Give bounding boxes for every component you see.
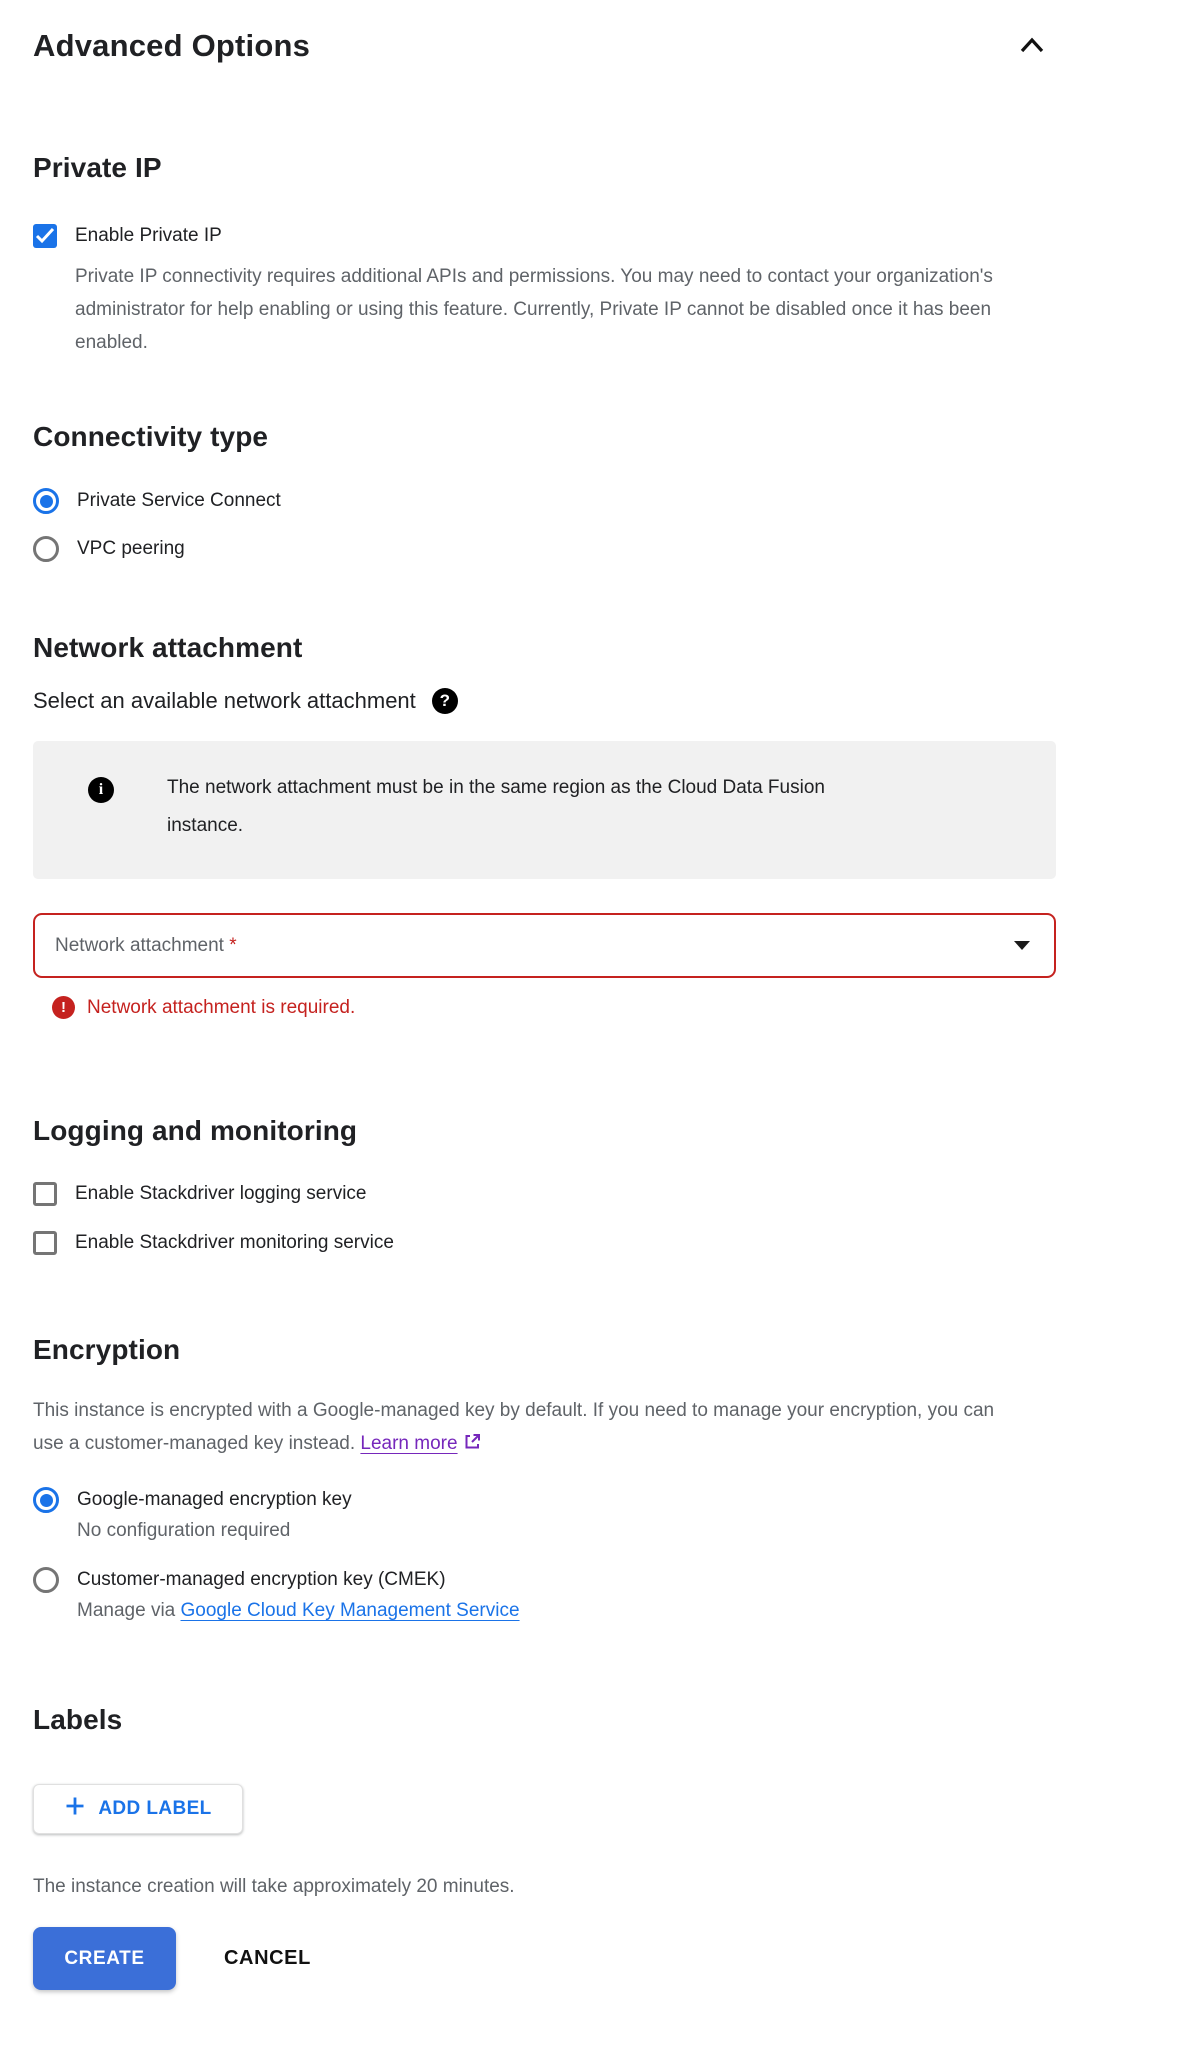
cmek-label[interactable]: Customer-managed encryption key (CMEK) — [77, 1569, 446, 1590]
google-managed-key-label[interactable]: Google-managed encryption key — [77, 1489, 352, 1510]
panel-header — [33, 28, 1056, 64]
vpc-peering-label[interactable]: VPC peering — [77, 538, 185, 559]
creation-time-note: The instance creation will take approximately 20 minutes. — [33, 1876, 515, 1897]
add-label-button[interactable] — [33, 1784, 243, 1834]
encryption-description — [33, 1394, 1008, 1462]
dropdown-arrow-icon — [1014, 941, 1030, 950]
kms-link[interactable]: Google Cloud Key Management Service — [180, 1600, 520, 1621]
collapse-section-button[interactable] — [1014, 31, 1050, 62]
network-attachment-select[interactable] — [33, 913, 1056, 978]
info-banner — [33, 741, 1056, 879]
radio-dot — [40, 495, 53, 508]
cmek-row[interactable] — [33, 1567, 1185, 1593]
stackdriver-logging-row[interactable] — [33, 1182, 1185, 1206]
private-ip-description: Private IP connectivity requires additional APIs and permissions. You may need to contact your organization's administrator for help enabling or using this feature. Currently, Private IP cannot be disabled once it has been enabled. — [75, 266, 993, 353]
enable-private-ip-label[interactable]: Enable Private IP — [75, 225, 222, 246]
private-service-connect-row[interactable] — [33, 488, 1185, 514]
learn-more-link[interactable]: Learn more — [360, 1433, 458, 1454]
google-managed-key-row[interactable] — [33, 1487, 1185, 1513]
network-attachment-field-label — [55, 935, 237, 957]
stackdriver-monitoring-row[interactable] — [33, 1231, 1185, 1255]
info-icon: i — [88, 777, 114, 803]
required-asterisk: * — [229, 934, 237, 956]
select-attachment-label: Select an available network attachment — [33, 688, 416, 713]
logging-monitoring-heading: Logging and monitoring — [33, 1115, 358, 1146]
field-label-text: Network attachment — [55, 934, 224, 956]
vpc-peering-row[interactable] — [33, 536, 1185, 562]
add-label-button-text: ADD LABEL — [98, 1798, 212, 1819]
panel-title: Advanced Options — [33, 28, 311, 63]
cmek-subtext-prefix: Manage via — [77, 1600, 181, 1621]
checkmark-icon — [35, 227, 55, 244]
create-button[interactable]: CREATE — [33, 1927, 176, 1990]
google-managed-key-radio[interactable] — [33, 1487, 59, 1513]
external-link-icon — [463, 1429, 482, 1462]
connectivity-type-heading: Connectivity type — [33, 421, 269, 452]
enable-private-ip-checkbox[interactable] — [33, 224, 57, 248]
select-attachment-row — [33, 688, 1185, 714]
encryption-description-text: This instance is encrypted with a Google-managed key by default. If you need to manage your encryption, you can use a customer-managed key instead. — [33, 1400, 995, 1454]
private-service-connect-radio[interactable] — [33, 488, 59, 514]
chevron-up-icon — [1018, 43, 1046, 58]
plus-icon — [64, 1795, 86, 1823]
stackdriver-monitoring-checkbox[interactable] — [33, 1231, 57, 1255]
private-service-connect-label[interactable]: Private Service Connect — [77, 490, 281, 511]
encryption-heading: Encryption — [33, 1334, 181, 1365]
labels-heading: Labels — [33, 1704, 123, 1735]
cmek-subtext — [77, 1600, 1185, 1622]
stackdriver-logging-label[interactable]: Enable Stackdriver logging service — [75, 1183, 367, 1204]
cmek-radio[interactable] — [33, 1567, 59, 1593]
footer-actions — [33, 1927, 1185, 1990]
field-error-row — [52, 996, 1185, 1019]
field-error-text: Network attachment is required. — [87, 996, 356, 1018]
stackdriver-logging-checkbox[interactable] — [33, 1182, 57, 1206]
private-ip-heading: Private IP — [33, 152, 162, 183]
enable-private-ip-row[interactable] — [33, 224, 1185, 248]
info-banner-text: The network attachment must be in the same region as the Cloud Data Fusion instance. — [167, 777, 825, 836]
vpc-peering-radio[interactable] — [33, 536, 59, 562]
google-managed-key-subtext: No configuration required — [77, 1520, 291, 1541]
network-attachment-heading: Network attachment — [33, 632, 303, 663]
error-icon: ! — [52, 996, 75, 1019]
help-icon[interactable]: ? — [432, 688, 458, 714]
cancel-button[interactable]: CANCEL — [224, 1947, 311, 1969]
radio-dot — [40, 1494, 53, 1507]
stackdriver-monitoring-label[interactable]: Enable Stackdriver monitoring service — [75, 1232, 394, 1253]
